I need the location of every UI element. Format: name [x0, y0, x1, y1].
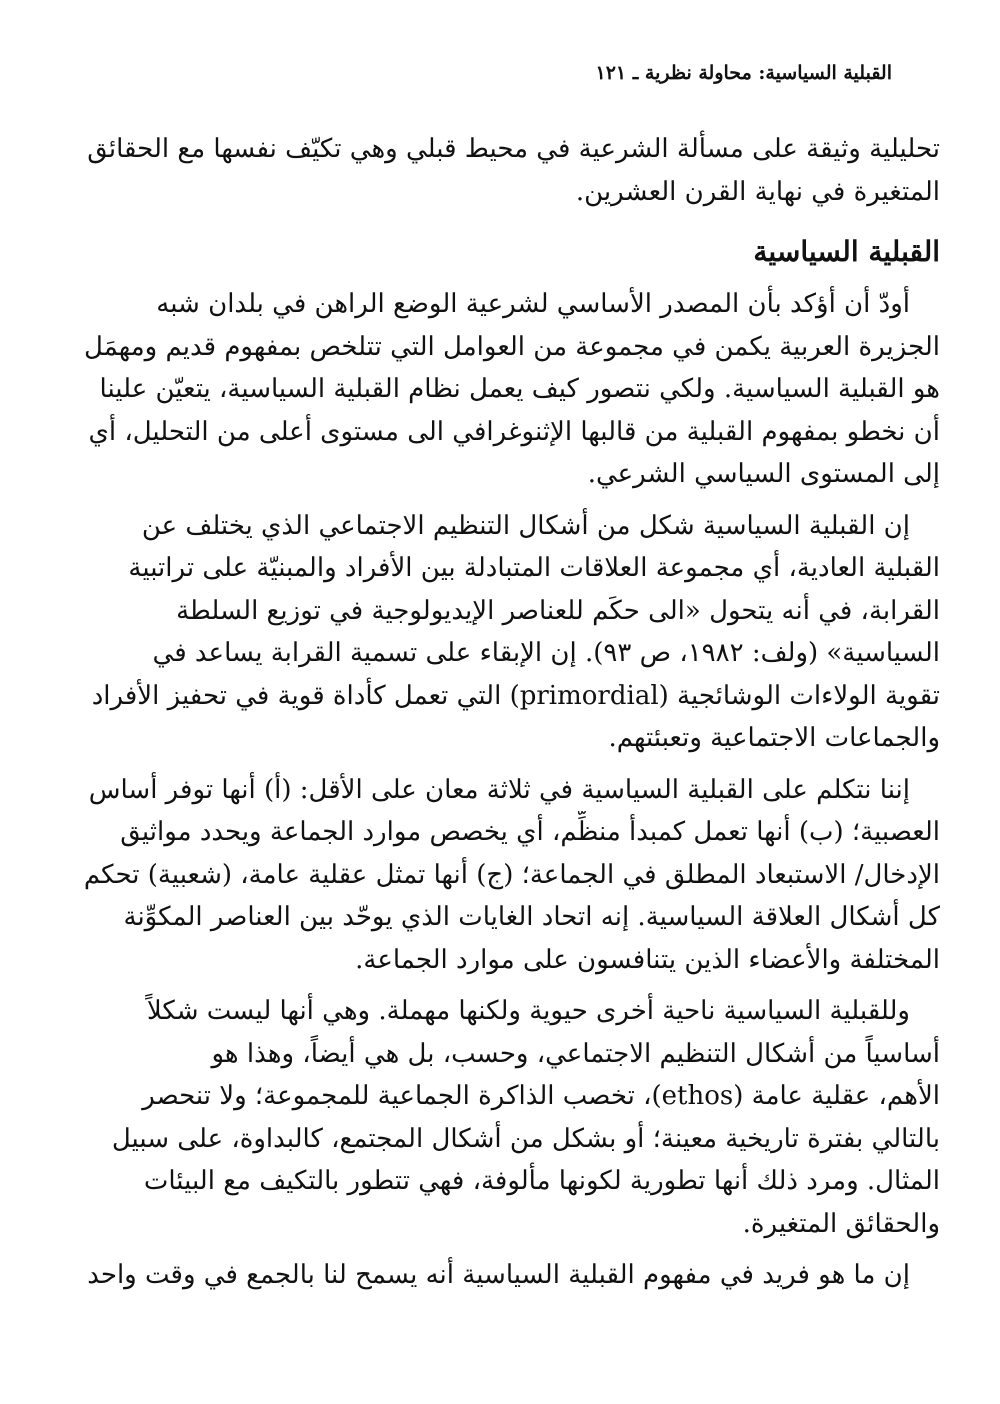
text-line: أودّ أن أؤكد بأن المصدر الأساسي لشرعية الوضع الراهن في بلدان شبه [156, 289, 910, 319]
text-line: إلى المستوى السياسي الشرعي. [587, 459, 940, 489]
text-line: هو القبلية السياسية. ولكي نتصور كيف يعمل نظام القبلية السياسية، يتعيّن علينا [99, 374, 940, 404]
text-line: والحقائق المتغيرة. [742, 1208, 940, 1239]
text-line: الإدخال/ الاستبعاد المطلق في الجماعة؛ (ج) أنها تمثل عقلية عامة، (شعبية) تحكم [83, 859, 940, 890]
text-line: كل أشكال العلاقة السياسية. إنه اتحاد الغايات الذي يوحّد بين العناصر المكوِّنة [123, 902, 940, 932]
text-line: أن نخطو بمفهوم القبلية من قالبها الإثنوغرافي الى مستوى أعلى من التحليل، أي [88, 416, 940, 447]
text-line: الجزيرة العربية يكمن في مجموعة من العوامل التي تتلخص بمفهوم قديم ومهمَل [84, 331, 940, 362]
text-line: وللقبلية السياسية ناحية أخرى حيوية ولكنها مهملة. وهي أنها ليست شكلاً [146, 996, 910, 1026]
running-header: القبلية السياسية: محاولة نظرية ـ ١٢١ [595, 62, 892, 84]
text-line: والجماعات الاجتماعية وتعبئتهم. [608, 723, 940, 753]
text-line: تحليلية وثيقة على مسألة الشرعية في محيط قبلي وهي تكيّف نفسها مع الحقائق [87, 134, 940, 164]
text-line: تقوية الولاءات الوشائجية (primordial) التي تعمل كأداة قوية في تحفيز الأفراد [91, 680, 940, 711]
text-line: القبلية العادية، أي مجموعة العلاقات المتبادلة بين الأفراد والمبنيّة على تراتبية [128, 553, 940, 583]
text-line: السياسية» (ولف: ١٩٨٢، ص ٩٣). إن الإبقاء على تسمية القرابة يساعد في [152, 638, 940, 668]
paragraph [56, 283, 940, 496]
paragraph [56, 769, 940, 982]
text-line: إن ما هو فريد في مفهوم القبلية السياسية أنه يسمح لنا بالجمع في وقت واحد [87, 1260, 910, 1290]
text-line: إننا نتكلم على القبلية السياسية في ثلاثة معان على الأقل: (أ) أنها توفر أساس [88, 774, 910, 805]
text-line: القرابة، في أنه يتحول «الى حكَم للعناصر الإيديولوجية في توزيع السلطة [176, 595, 940, 626]
section-heading: القبلية السياسية [753, 235, 940, 268]
paragraph [56, 505, 940, 760]
page-body [56, 128, 940, 1306]
text-line: الأهم، عقلية عامة (ethos)، تخصب الذاكرة الجماعية للمجموعة؛ ولا تنحصر [142, 1081, 940, 1111]
text-line: العصبية؛ (ب) أنها تعمل كمبدأ منظِّم، أي يخصص موارد الجماعة ويحدد مواثيق [120, 817, 940, 847]
text-line: المتغيرة في نهاية القرن العشرين. [575, 176, 940, 207]
text-line: المثال. ومرد ذلك أنها تطورية لكونها مألوفة، فهي تتطور بالتكيف مع البيئات [143, 1166, 940, 1196]
paragraph [56, 990, 940, 1245]
text-line: إن القبلية السياسية شكل من أشكال التنظيم الاجتماعي الذي يختلف عن [141, 510, 910, 541]
paragraph-continuation [56, 128, 940, 213]
text-line: أساسياً من أشكال التنظيم الاجتماعي، وحسب، بل هي أيضاً، وهذا هو [211, 1038, 940, 1069]
paragraph [56, 1254, 940, 1297]
text-line: بالتالي بفترة تاريخية معينة؛ أو بشكل من أشكال المجتمع، كالبداوة، على سبيل [111, 1123, 940, 1154]
text-line: المختلفة والأعضاء الذين يتنافسون على موارد الجماعة. [355, 944, 940, 975]
